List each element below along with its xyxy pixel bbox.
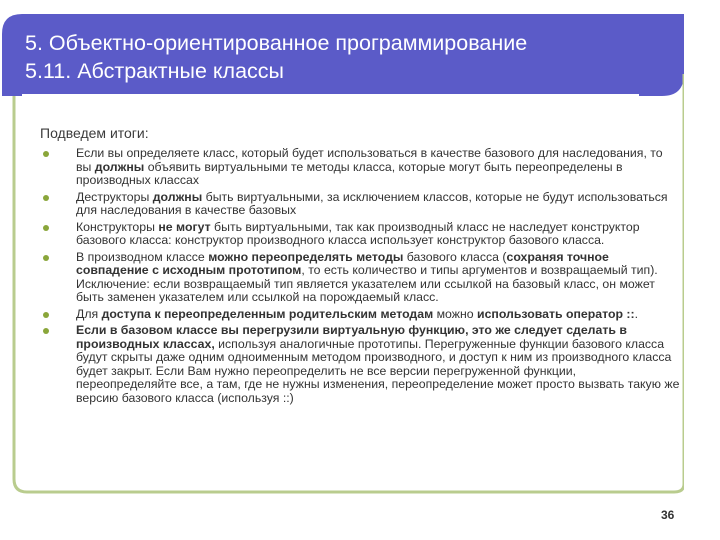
bullet-bold: доступа к переопределенным родительским методам [101,306,434,321]
bullet-dot-icon [43,328,49,334]
bullet-dot-icon [43,225,49,231]
bullet-text: Для [76,306,102,321]
bullet-bold: можно переопределять методы [208,249,404,264]
bullet-text: . [634,306,639,321]
bullet-item-1 [40,147,680,188]
bullet-text: быть виртуальными, так как производный класс не наследует конструктор базового класса: конструктор производного класса использует конструктор базового класса. [76,219,640,247]
bullet-text: Если вы определяете класс, который будет использоваться в качестве базового для наследования, то вы [76,146,663,174]
title-line-1: 5. Объектно-ориентированное программирование [25,31,528,55]
page-number: 36 [661,508,675,522]
bullet-text: Конструкторы [76,219,159,234]
bullet-list [40,147,680,408]
bullet-text: быть виртуальными, за исключением классов, которые не будут использоваться для наследования в качестве базовых [76,189,668,217]
bullet-bold: сохраняя точное совпадение с исходным прототипом [76,249,609,277]
slide-title [25,29,527,85]
bullet-item-2 [40,191,680,218]
bullet-dot-icon [43,312,49,318]
bullet-text: используя аналогичные прототипы. Перегруженные функции базового класса будут скрыты даже одним одноименным методом производного, и доступ к ним из производного класса будет закрыт. Если Вам нужно переопределить не все версии перегруженной функции, переопределяйте все, а там, где не нужны изменения, переопределение может просто вызвать такую же версию базового класса (используя ::) [76,336,680,405]
bullet-bold: Если в базовом классе вы перегрузили виртуальную функцию, это же следует сделать в производных классах, [76,323,627,351]
title-line-2: 5.11. Абстрактные классы [25,59,284,83]
bullet-text: В производном классе [76,249,209,264]
bullet-bold: должны [152,189,203,204]
bullet-dot-icon [43,195,49,201]
bullet-text: можно [433,306,478,321]
bullet-text: объявить виртуальными те методы класса, которые могут быть переопределены в производных классах [76,159,623,187]
bullet-item-4 [40,251,680,305]
bullet-bold: не могут [158,219,211,234]
subtitle: Подведем итоги: [40,125,149,141]
title-underline [22,94,639,96]
bullet-bold: использовать оператор :: [477,306,635,321]
bullet-text: , то есть количество и типы аргументов и возвращаемый тип). Исключение: если возвращаемый тип является указателем или ссылкой на базовый класс, он может быть заменен указателем или ссылкой на порождаемый класс. [76,263,658,304]
bullet-bold: должны [94,159,145,174]
bullet-dot-icon [43,151,49,157]
bullet-text: Деструкторы [76,189,153,204]
bullet-item-6 [40,324,680,405]
bullet-item-3 [40,221,680,248]
bullet-dot-icon [43,255,49,261]
bullet-text: базового класса ( [403,249,507,264]
bullet-item-5 [40,308,680,322]
